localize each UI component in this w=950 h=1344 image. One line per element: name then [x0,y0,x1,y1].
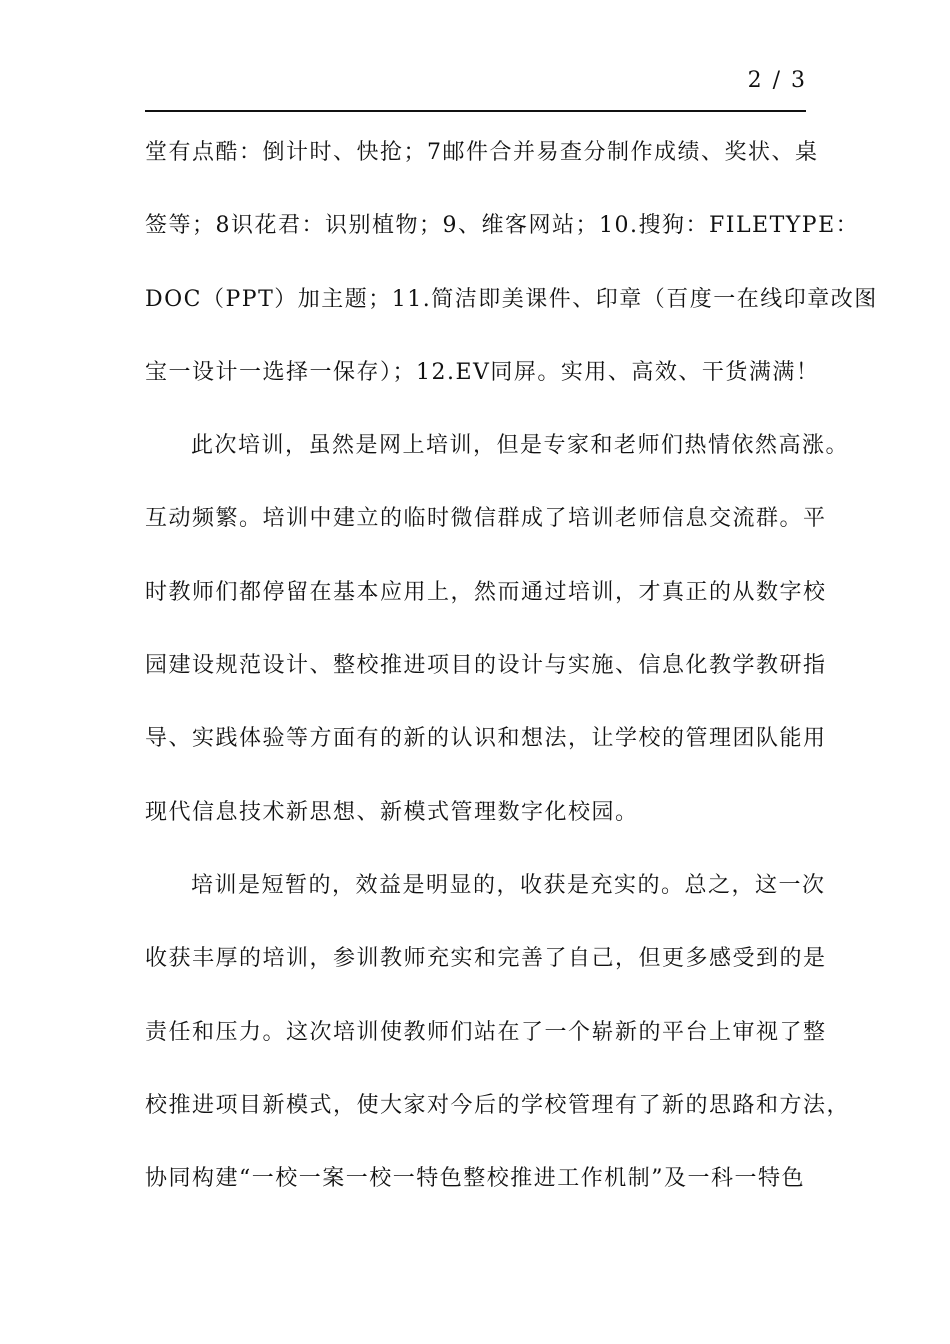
text-line-14: 校推进项目新模式，使大家对今后的学校管理有了新的思路和方法， [145,1092,851,1118]
text-line-1: 堂有点酷：倒计时、快抢；7邮件合并易查分制作成绩、奖状、桌 [145,140,819,165]
document-body [145,130,878,1229]
text-line-13: 责任和压力。这次培训使教师们站在了一个崭新的平台上审视了整 [145,1019,827,1045]
paragraph-2-start: 此次培训，虽然是网上培训，但是专家和老师们热情依然高涨。 [191,433,850,459]
text-line-15: 协同构建“一校一案一校一特色整校推进工作机制”及一科一特色 [145,1166,805,1192]
text-line-2: 签等；8识花君：识别植物；9、维客网站；10.搜狗：FILETYPE： [145,213,860,239]
text-line-10: 现代信息技术新思想、新模式管理数字化校园。 [145,799,639,825]
page-number: 2 / 3 [747,68,807,93]
text-line-3: DOC（PPT）加主题；11.简洁即美课件、印章（百度一在线印章改图 [145,286,878,312]
paragraph-3-start: 培训是短暂的，效益是明显的，收获是充实的。总之，这一次 [191,872,826,898]
text-line-12: 收获丰厚的培训，参训教师充实和完善了自己，但更多感受到的是 [145,946,827,972]
text-line-6: 互动频繁。培训中建立的临时微信群成了培训老师信息交流群。平 [145,506,827,532]
text-line-7: 时教师们都停留在基本应用上，然而通过培训，才真正的从数字校 [145,579,827,605]
text-line-8: 园建设规范设计、整校推进项目的设计与实施、信息化教学教研指 [145,653,827,679]
header-divider [145,110,806,112]
text-line-4: 宝一设计一选择一保存）；12.EV同屏。实用、高效、干货满满！ [145,359,820,385]
text-line-9: 导、实践体验等方面有的新的认识和想法，让学校的管理团队能用 [145,726,827,752]
